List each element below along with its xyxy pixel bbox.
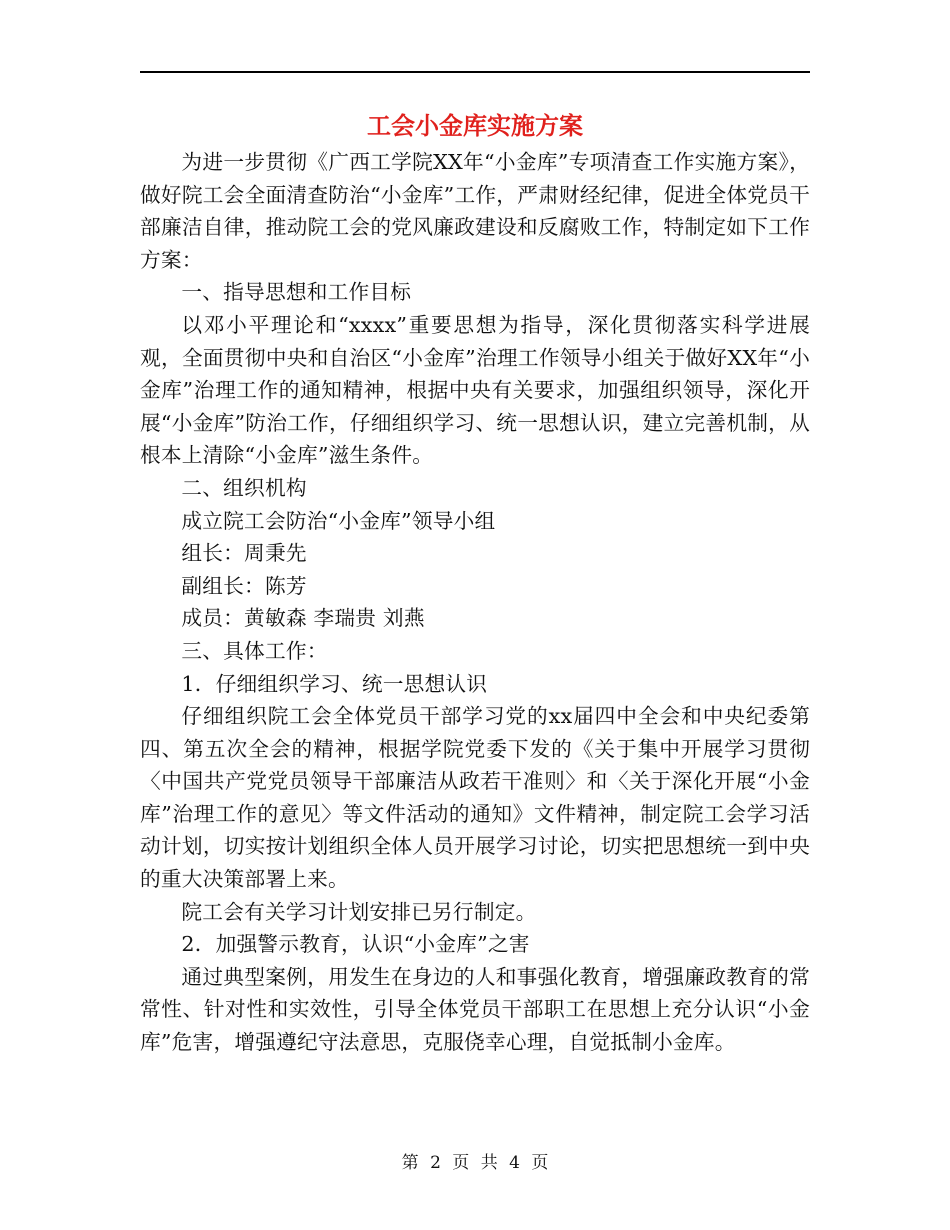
subheading-2: 2．加强警示教育，认识“小金库”之害 xyxy=(181,932,530,957)
intro-paragraph: 为进一步贯彻《广西工学院XX年“小金库”专项清查工作实施方案》，做好院工会全面清查防治“小金库”工作，严肃财经纪律，促进全体党员干部廉洁自律，推动院工会的党风廉政建设和反腐败工作，特制定如下工作方案： xyxy=(140,150,810,272)
document-body xyxy=(140,146,810,1059)
guiding-ideology-paragraph: 以邓小平理论和“xxxx”重要思想为指导，深化贯彻落实科学进展观，全面贯彻中央和自治区“小金库”治理工作领导小组关于做好XX年“小金库”治理工作的通知精神，根据中央有关要求，加强组织领导，深化开展“小金库”防治工作，仔细组织学习、统一思想认识，建立完善机制，从根本上清除“小金库”滋生条件。 xyxy=(140,312,810,468)
members-line: 成员：黄敏森 李瑞贵 刘燕 xyxy=(181,606,425,631)
leading-group-line: 成立院工会防治“小金库”领导小组 xyxy=(181,508,496,533)
section-heading-1: 一、指导思想和工作目标 xyxy=(181,280,412,305)
study-paragraph: 仔细组织院工会全体党员干部学习党的xx届四中全会和中央纪委第四、第五次全会的精神，根据学院党委下发的《关于集中开展学习贯彻〈中国共产党党员领导干部廉洁从政若干准则〉和〈关于深化开展“小金库”治理工作的意见〉等文件活动的通知》文件精神，制定院工会学习活动计划，切实按计划组织全体人员开展学习讨论，切实把思想统一到中央的重大决策部署上来。 xyxy=(140,704,810,892)
deputy-leader-line: 副组长：陈芳 xyxy=(181,573,307,598)
document-title: 工会小金库实施方案 xyxy=(367,112,583,140)
subheading-1: 1．仔细组织学习、统一思想认识 xyxy=(181,671,488,696)
section-heading-2: 二、组织机构 xyxy=(181,475,307,500)
section-heading-3: 三、具体工作： xyxy=(181,638,328,663)
warning-education-paragraph: 通过典型案例，用发生在身边的人和事强化教育，增强廉政教育的常常性、针对性和实效性，引导全体党员干部职工在思想上充分认识“小金库”危害，增强遵纪守法意思，克服侥幸心理，自觉抵制小金库。 xyxy=(140,964,810,1055)
study-plan-line: 院工会有关学习计划安排已另行制定。 xyxy=(181,899,537,924)
group-leader-line: 组长：周秉先 xyxy=(181,541,307,566)
page-number-footer: 第 2 页 共 4 页 xyxy=(401,1153,549,1173)
header-rule xyxy=(140,71,810,73)
